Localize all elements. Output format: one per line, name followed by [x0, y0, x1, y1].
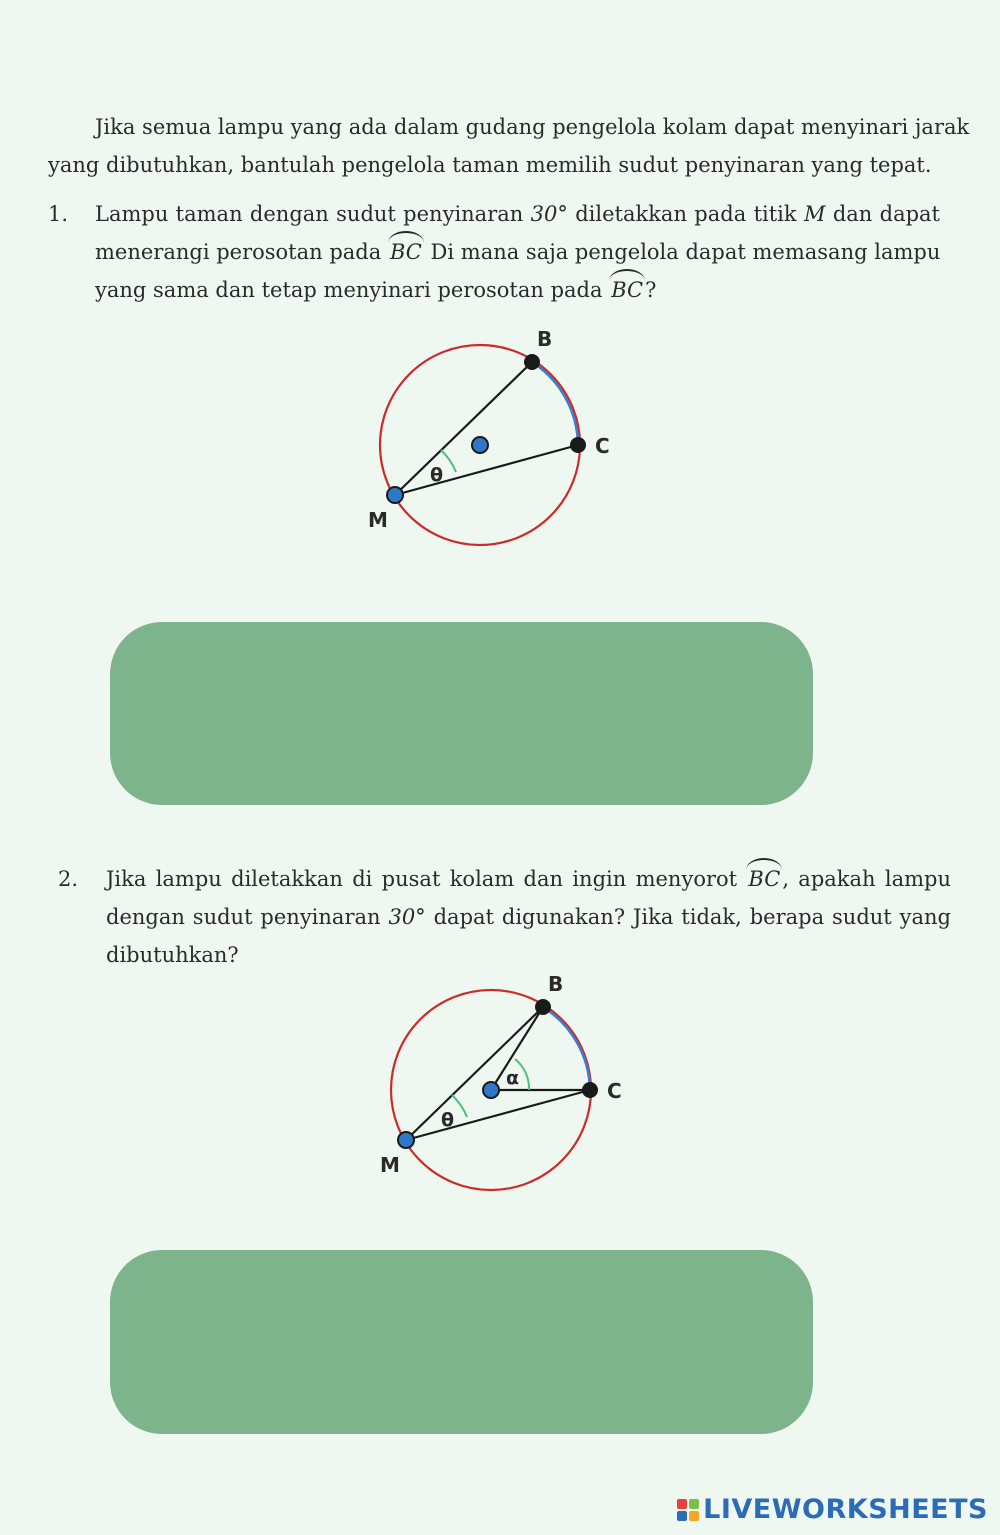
label-b: B	[548, 972, 564, 996]
liveworksheets-brand[interactable]	[677, 1494, 988, 1525]
angle-30: 30°	[388, 905, 426, 929]
answer-box-1[interactable]	[110, 622, 813, 805]
point-c	[570, 437, 586, 453]
angle-30: 30°	[530, 202, 568, 226]
point-m	[398, 1132, 414, 1148]
circle-diagram-2	[360, 967, 660, 1207]
intro-line-1: Jika semua lampu yang ada dalam gudang pengelola kolam dapat menyinari jarak	[95, 115, 970, 139]
question-2-line-3: dibutuhkan?	[106, 943, 239, 967]
point-b	[524, 354, 540, 370]
angle-theta-mark	[441, 450, 456, 472]
intro-line-2: yang dibutuhkan, bantulah pengelola taman memilih sudut penyinaran yang tepat.	[48, 153, 932, 177]
label-c: C	[607, 1079, 622, 1103]
point-m: M	[803, 202, 826, 226]
line-mc	[395, 445, 578, 495]
question-2-number: 2.	[58, 867, 79, 891]
intro-paragraph	[48, 108, 970, 184]
question-1-line-2: menerangi perosotan pada BC Di mana saja pengelola dapat memasang lampu	[95, 233, 940, 271]
arc-bc: BC	[609, 271, 645, 309]
point-b	[535, 999, 551, 1015]
center-point	[483, 1082, 499, 1098]
question-2-text	[106, 860, 951, 974]
angle-theta-mark	[452, 1095, 467, 1117]
point-m	[387, 487, 403, 503]
line-mb	[395, 362, 532, 495]
question-2-line-1: Jika lampu diletakkan di pusat kolam dan ingin menyorot BC, apakah lampu	[106, 860, 951, 898]
label-theta: θ	[441, 1109, 455, 1131]
answer-box-2[interactable]	[110, 1250, 813, 1434]
circle-diagram-1	[350, 322, 650, 562]
label-alpha: α	[506, 1067, 520, 1089]
question-1-text	[95, 195, 940, 309]
question-1-line-3: yang sama dan tetap menyinari perosotan pada BC?	[95, 271, 940, 309]
label-theta: θ	[430, 464, 444, 486]
arc-bc: BC	[388, 233, 424, 271]
label-c: C	[595, 434, 610, 458]
line-mb	[406, 1007, 543, 1140]
liveworksheets-logo-icon	[677, 1499, 699, 1521]
line-mc	[406, 1090, 590, 1140]
label-m: M	[368, 508, 388, 532]
brand-name: LIVEWORKSHEETS	[703, 1494, 988, 1525]
arc-bc: BC	[746, 860, 782, 898]
label-m: M	[380, 1153, 400, 1177]
question-1-number: 1.	[48, 202, 69, 226]
label-b: B	[537, 327, 553, 351]
question-2-line-2: dengan sudut penyinaran 30° dapat digunakan? Jika tidak, berapa sudut yang	[106, 905, 952, 929]
question-1-line-1: Lampu taman dengan sudut penyinaran 30° diletakkan pada titik M dan dapat	[95, 202, 940, 226]
point-c	[582, 1082, 598, 1098]
center-point	[472, 437, 488, 453]
